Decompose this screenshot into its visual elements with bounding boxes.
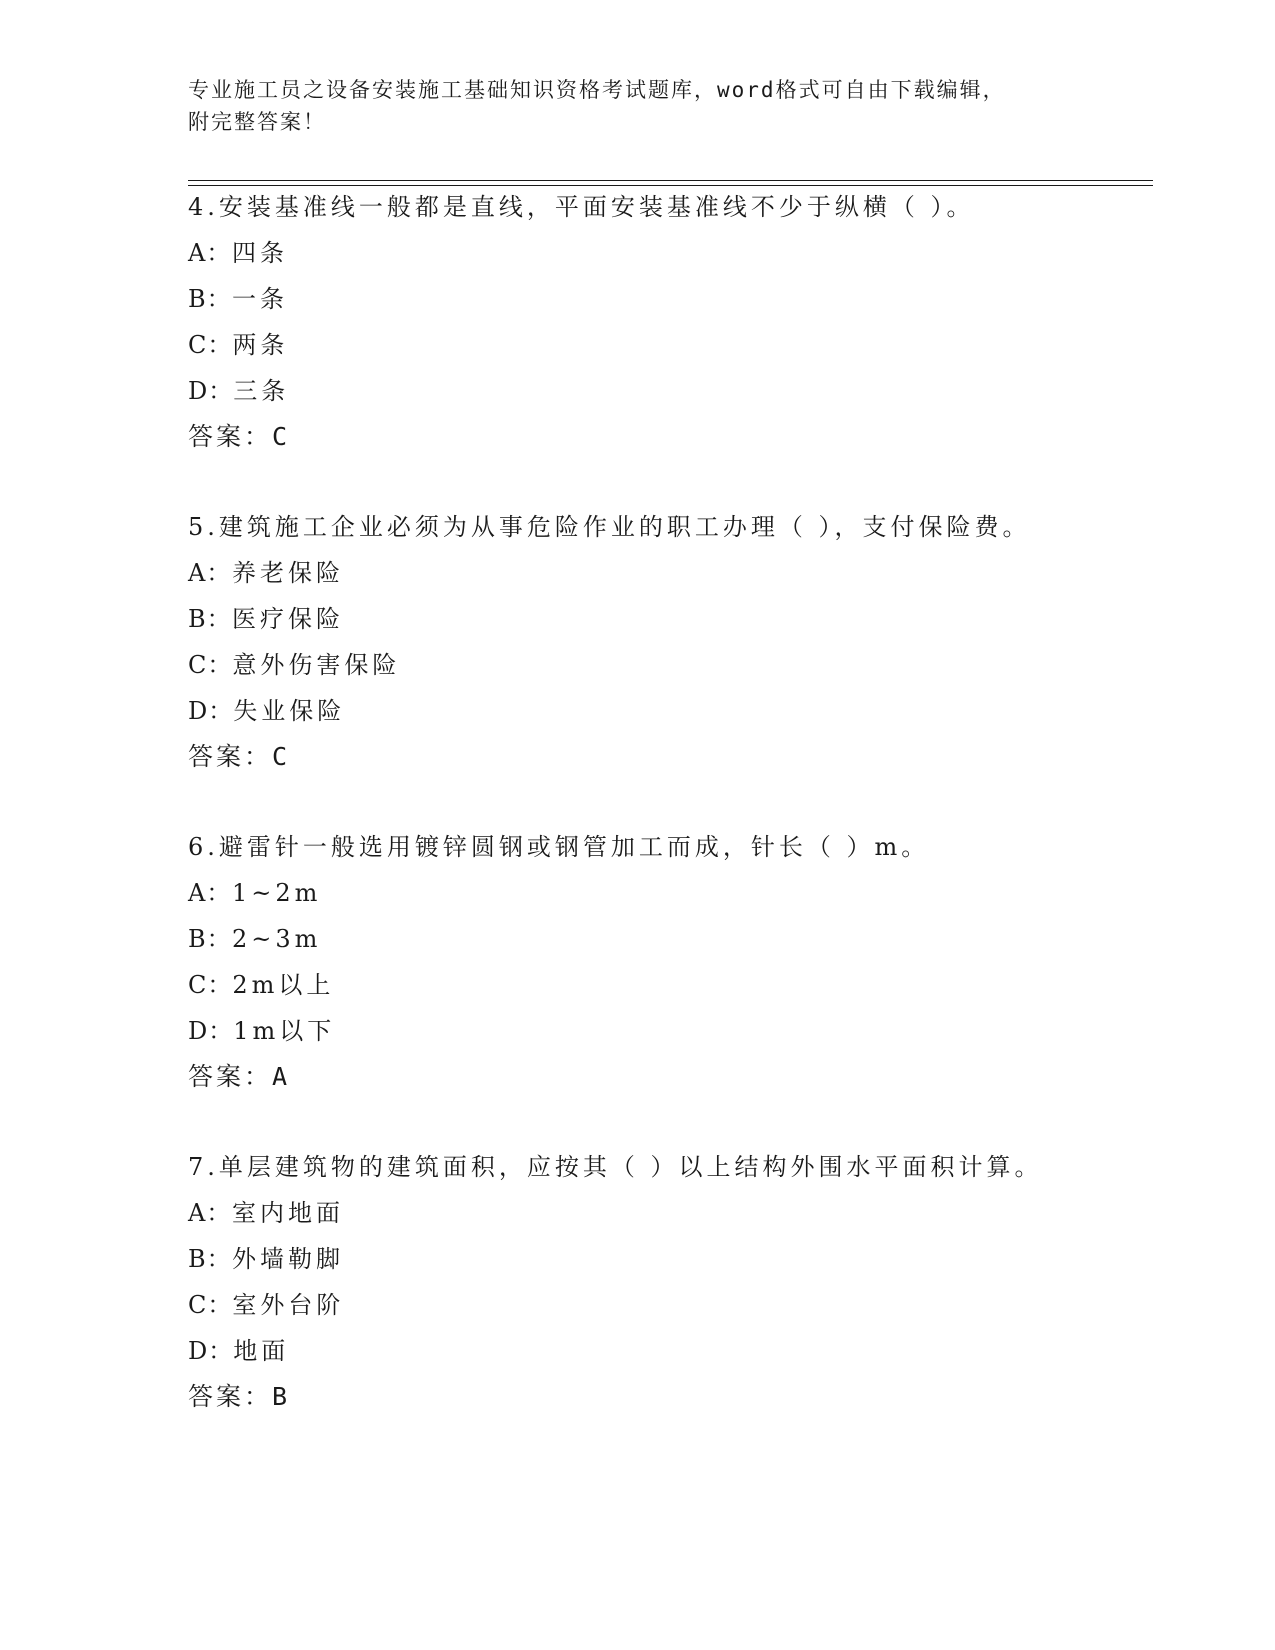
option-d: [188, 1016, 1148, 1062]
option-text: 2~3m: [232, 925, 322, 953]
option-c: [188, 970, 1148, 1016]
option-a: [188, 1198, 1148, 1244]
option-key: D：: [188, 1337, 234, 1365]
option-a: [188, 238, 1148, 284]
option-text: 三条: [233, 377, 290, 405]
option-text: 室外台阶: [232, 1291, 345, 1319]
option-key: C：: [188, 1291, 233, 1319]
option-text: 室内地面: [232, 1199, 344, 1227]
option-text: 1~2m: [232, 879, 322, 907]
option-key: A：: [188, 1199, 232, 1227]
option-key: A：: [188, 239, 232, 267]
option-key: B：: [188, 285, 232, 313]
option-b: [188, 604, 1148, 650]
option-b: [188, 1244, 1148, 1290]
option-text: 2m以上: [232, 971, 335, 999]
option-text: 养老保险: [232, 559, 344, 587]
question-text: 7.单层建筑物的建筑面积，应按其（ ）以上结构外围水平面积计算。: [188, 1153, 1043, 1181]
option-text: 地面: [233, 1337, 290, 1365]
answer-line: 答案：B: [188, 1382, 291, 1411]
option-c: [188, 330, 1148, 376]
option-b: [188, 924, 1148, 970]
header-divider-bottom: [188, 185, 1153, 186]
option-text: 1m以下: [233, 1017, 336, 1045]
answer-line: 答案：C: [188, 422, 291, 451]
answer-line: 答案：C: [188, 742, 291, 771]
option-a: [188, 558, 1148, 604]
option-key: D：: [188, 1017, 234, 1045]
option-d: [188, 696, 1148, 742]
option-d: [188, 376, 1148, 422]
option-a: [188, 878, 1148, 924]
option-key: D：: [188, 377, 234, 405]
question-6: [188, 832, 1148, 1108]
option-key: C：: [188, 331, 233, 359]
option-text: 两条: [232, 331, 289, 359]
option-key: C：: [188, 651, 233, 679]
option-key: A：: [188, 879, 232, 907]
option-text: 四条: [232, 239, 288, 267]
question-5: [188, 512, 1148, 788]
option-c: [188, 650, 1148, 696]
option-key: C：: [188, 971, 233, 999]
option-key: D：: [188, 697, 234, 725]
header-line-1: 专业施工员之设备安装施工基础知识资格考试题库，word格式可自由下载编辑，: [188, 78, 1006, 102]
option-text: 失业保险: [233, 697, 346, 725]
document-header: [188, 74, 1068, 138]
option-d: [188, 1336, 1148, 1382]
option-text: 外墙勒脚: [232, 1245, 344, 1273]
option-key: B：: [188, 1245, 232, 1273]
question-text: 6.避雷针一般选用镀锌圆钢或钢管加工而成，针长（ ）m。: [188, 833, 930, 861]
option-key: B：: [188, 925, 232, 953]
option-key: B：: [188, 605, 232, 633]
header-divider-top: [188, 180, 1153, 181]
question-text: 4.安装基准线一般都是直线，平面安装基准线不少于纵横（ ）。: [188, 193, 975, 221]
option-text: 意外伤害保险: [232, 651, 401, 679]
question-text: 5.建筑施工企业必须为从事危险作业的职工办理（ ），支付保险费。: [188, 513, 1031, 541]
option-c: [188, 1290, 1148, 1336]
header-line-2: 附完整答案！: [188, 110, 326, 134]
question-4: [188, 192, 1148, 468]
option-b: [188, 284, 1148, 330]
option-text: 一条: [232, 285, 288, 313]
question-7: [188, 1152, 1148, 1428]
option-key: A：: [188, 559, 232, 587]
option-text: 医疗保险: [232, 605, 344, 633]
answer-line: 答案：A: [188, 1062, 291, 1091]
